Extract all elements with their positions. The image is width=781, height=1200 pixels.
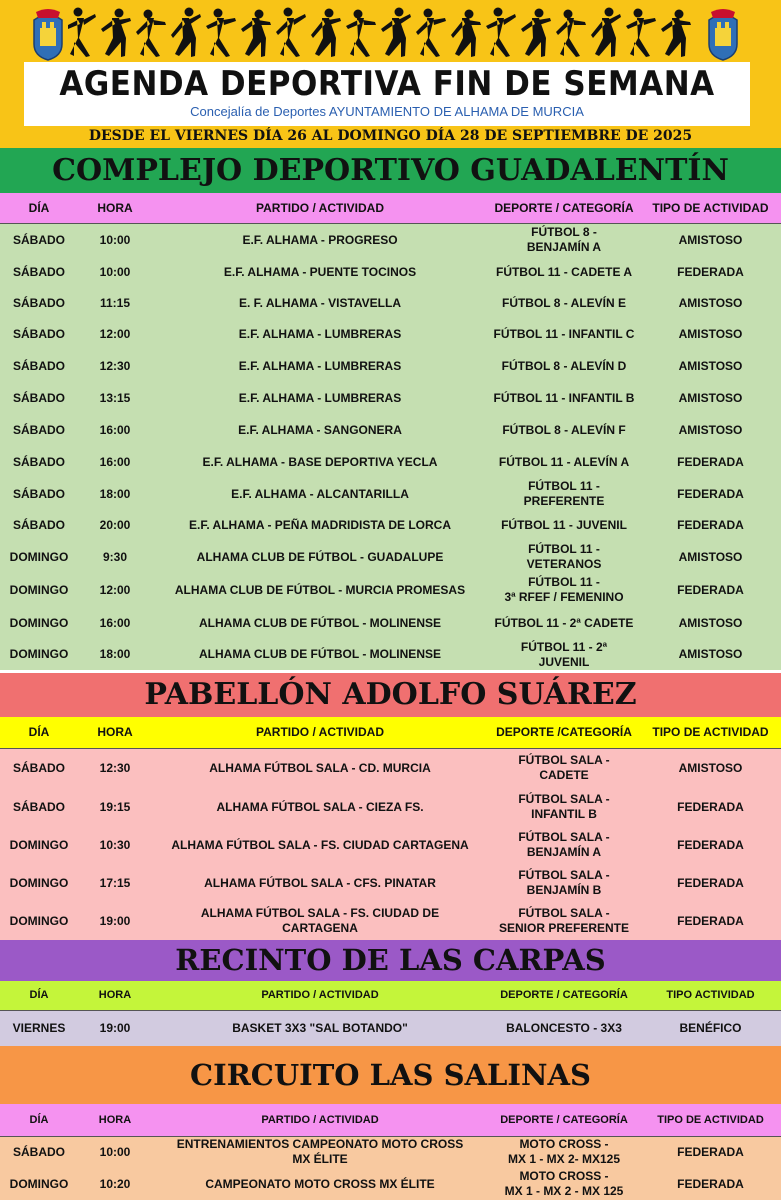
cell-deporte: FÚTBOL SALA - INFANTIL B — [518, 792, 610, 821]
table-row — [0, 1010, 781, 1046]
cell-dia: DOMINGO — [9, 549, 69, 564]
cell-hora: 12:00 — [99, 327, 131, 341]
cell-dia: SÁBADO — [12, 295, 65, 310]
cell-dia: DOMINGO — [9, 647, 69, 661]
cell-hora: 19:15 — [99, 799, 131, 814]
cell-hora: 16:00 — [99, 454, 131, 469]
cell-hora: 10:20 — [99, 1176, 131, 1191]
cell-partido: ALHAMA CLUB DE FÚTBOL - MURCIA PROMESAS — [174, 582, 466, 597]
page-title: AGENDA DEPORTIVA FIN DE SEMANA — [59, 64, 715, 104]
cell-partido: CAMPEONATO MOTO CROSS MX ÉLITE — [205, 1176, 435, 1191]
cell-deporte: FÚTBOL 11 - 2ª JUVENIL — [520, 639, 608, 669]
cell-dia: SÁBADO — [12, 232, 65, 247]
cell-partido: E.F. ALHAMA - PROGRESO — [242, 232, 398, 247]
page-subtitle: Concejalía de Deportes AYUNTAMIENTO DE ALHAMA DE MURCIA — [190, 104, 584, 119]
column-partido-header: PARTIDO / ACTIVIDAD — [261, 1113, 379, 1126]
table-row — [0, 902, 781, 940]
cell-partido: ALHAMA FÚTBOL SALA - FS. CIUDAD CARTAGENA — [171, 837, 469, 852]
column-dia-header: DÍA — [29, 1113, 49, 1126]
cell-deporte: FÚTBOL 11 - PREFERENTE — [523, 479, 605, 508]
column-tipo-header: TIPO DE ACTIVIDAD — [657, 1113, 764, 1126]
venue-title: COMPLEJO DEPORTIVO GUADALENTÍN — [0, 148, 781, 193]
cell-hora: 13:15 — [99, 390, 131, 405]
column-tipo-header: TIPO DE ACTIVIDAD — [652, 200, 769, 215]
cell-hora: 11:15 — [99, 295, 131, 310]
column-dia-header: DÍA — [29, 989, 49, 1001]
cell-deporte: MOTO CROSS - MX 1 - MX 2- MX125 — [507, 1137, 621, 1166]
cell-partido: E.F. ALHAMA - LUMBRERAS — [238, 327, 402, 341]
column-partido-header: PARTIDO / ACTIVIDAD — [256, 725, 384, 739]
cell-deporte: FÚTBOL 8 - BENJAMÍN A — [526, 225, 602, 254]
venue-title: RECINTO DE LAS CARPAS — [0, 940, 781, 981]
cell-dia: SÁBADO — [12, 799, 65, 814]
cell-partido: E.F. ALHAMA - SANGONERA — [238, 422, 402, 437]
table-row — [0, 1168, 781, 1200]
table-header — [0, 981, 781, 1010]
column-deporte-header: DEPORTE / CATEGORÍA — [494, 200, 634, 215]
table-row — [0, 748, 781, 788]
cell-dia: SÁBADO — [12, 264, 65, 279]
table-row — [0, 414, 781, 446]
cell-partido: ALHAMA CLUB DE FÚTBOL - MOLINENSE — [199, 647, 441, 661]
table-row — [0, 510, 781, 541]
column-deporte-header: DEPORTE /CATEGORÍA — [496, 725, 632, 739]
cell-tipo: AMISTOSO — [678, 390, 743, 405]
cell-tipo: FEDERADA — [677, 518, 744, 532]
cell-hora: 18:00 — [99, 647, 131, 661]
cell-hora: 19:00 — [99, 913, 131, 928]
table-row — [0, 639, 781, 670]
cell-dia: SÁBADO — [12, 518, 65, 532]
cell-dia: DOMINGO — [9, 837, 69, 852]
cell-dia: SÁBADO — [12, 327, 65, 341]
cell-partido: BASKET 3X3 "SAL BOTANDO" — [232, 1020, 408, 1035]
cell-hora: 12:30 — [99, 358, 131, 373]
column-deporte-header: DEPORTE / CATEGORÍA — [500, 1113, 628, 1126]
cell-tipo: FEDERADA — [677, 837, 744, 852]
cell-deporte: FÚTBOL 11 - VETERANOS — [526, 542, 602, 571]
cell-deporte: FÚTBOL 11 - INFANTIL C — [493, 327, 635, 341]
cell-hora: 9:30 — [102, 549, 128, 564]
date-range: DESDE EL VIERNES DÍA 26 AL DOMINGO DÍA 28 DE SEPTIEMBRE DE 2025 — [88, 128, 693, 144]
cell-deporte: FÚTBOL 8 - ALEVÍN D — [501, 358, 627, 373]
cell-partido: E.F. ALHAMA - PEÑA MADRIDISTA DE LORCA — [189, 518, 451, 532]
column-deporte-header: DEPORTE / CATEGORÍA — [500, 989, 628, 1001]
cell-partido: ALHAMA CLUB DE FÚTBOL - GUADALUPE — [196, 549, 444, 564]
cell-tipo: FEDERADA — [677, 264, 744, 279]
cell-tipo: AMISTOSO — [678, 327, 743, 341]
town-crest-icon — [705, 8, 741, 62]
cell-dia: DOMINGO — [9, 615, 69, 630]
cell-partido: E.F. ALHAMA - LUMBRERAS — [238, 390, 402, 405]
cell-dia: SÁBADO — [12, 486, 65, 501]
poster-header — [0, 0, 781, 148]
cell-hora: 10:00 — [99, 1144, 131, 1159]
cell-deporte: FÚTBOL SALA - SENIOR PREFERENTE — [498, 906, 630, 935]
cell-hora: 10:00 — [99, 232, 131, 247]
column-hora-header: HORA — [97, 200, 133, 215]
table-row — [0, 257, 781, 287]
column-hora-header: HORA — [98, 989, 132, 1001]
column-tipo-header: TIPO ACTIVIDAD — [666, 989, 755, 1001]
cell-partido: E.F. ALHAMA - BASE DEPORTIVA YECLA — [202, 454, 438, 469]
table-row — [0, 319, 781, 350]
cell-dia: DOMINGO — [9, 582, 69, 597]
cell-hora: 12:00 — [99, 582, 131, 597]
cell-deporte: FÚTBOL SALA - BENJAMÍN A — [518, 830, 610, 859]
cell-dia: DOMINGO — [9, 913, 69, 928]
cell-dia: SÁBADO — [12, 422, 65, 437]
cell-tipo: BENÉFICO — [679, 1020, 742, 1035]
cell-tipo: AMISTOSO — [678, 232, 743, 247]
title-box — [24, 62, 750, 126]
cell-deporte: MOTO CROSS - MX 1 - MX 2 - MX 125 — [504, 1169, 624, 1198]
column-dia-header: DÍA — [28, 200, 50, 215]
venue-title: CIRCUITO LAS SALINAS — [0, 1046, 781, 1104]
cell-dia: DOMINGO — [9, 875, 69, 890]
cell-partido: ALHAMA FÚTBOL SALA - FS. CIUDAD DE CARTAGENA — [200, 906, 440, 935]
cell-partido: E.F. ALHAMA - ALCANTARILLA — [231, 486, 409, 501]
table-row — [0, 223, 781, 257]
cell-deporte: FÚTBOL 11 - ALEVÍN A — [498, 454, 630, 469]
table-row — [0, 1136, 781, 1168]
cell-tipo: FEDERADA — [677, 486, 744, 501]
table-header — [0, 717, 781, 748]
cell-dia: SÁBADO — [12, 390, 65, 405]
column-dia-header: DÍA — [28, 725, 50, 739]
cell-deporte: FÚTBOL 8 - ALEVÍN E — [501, 295, 626, 310]
athlete-silhouettes-icon — [68, 4, 708, 62]
table-row — [0, 446, 781, 478]
cell-dia: DOMINGO — [9, 1176, 69, 1191]
table-row — [0, 478, 781, 510]
cell-deporte: FÚTBOL 11 - 3ª RFEF / FEMENINO — [504, 575, 624, 604]
cell-partido: ALHAMA FÚTBOL SALA - CFS. PINATAR — [204, 875, 436, 890]
table-row — [0, 573, 781, 607]
column-partido-header: PARTIDO / ACTIVIDAD — [256, 200, 384, 215]
table-header — [0, 1104, 781, 1136]
cell-tipo: AMISTOSO — [678, 295, 743, 310]
cell-deporte: FÚTBOL SALA - BENJAMÍN B — [518, 868, 610, 897]
table-row — [0, 382, 781, 414]
cell-dia: SÁBADO — [12, 358, 65, 373]
table-row — [0, 287, 781, 319]
cell-hora: 10:00 — [99, 264, 131, 279]
column-tipo-header: TIPO DE ACTIVIDAD — [652, 725, 769, 739]
cell-partido: ALHAMA FÚTBOL SALA - CIEZA FS. — [216, 799, 424, 814]
cell-hora: 12:30 — [99, 760, 131, 775]
cell-dia: VIERNES — [12, 1020, 66, 1035]
table-row — [0, 826, 781, 864]
cell-hora: 16:00 — [99, 422, 131, 437]
table-row — [0, 607, 781, 639]
venue-title: PABELLÓN ADOLFO SUÁREZ — [0, 673, 781, 717]
cell-dia: SÁBADO — [12, 454, 65, 469]
table-row — [0, 864, 781, 902]
table-header — [0, 193, 781, 223]
cell-tipo: AMISTOSO — [678, 647, 743, 661]
cell-hora: 19:00 — [99, 1020, 131, 1035]
cell-tipo: AMISTOSO — [678, 422, 743, 437]
cell-partido: ALHAMA CLUB DE FÚTBOL - MOLINENSE — [199, 615, 441, 630]
cell-partido: ALHAMA FÚTBOL SALA - CD. MURCIA — [209, 760, 431, 775]
cell-partido: E. F. ALHAMA - VISTAVELLA — [239, 295, 401, 310]
table-row — [0, 541, 781, 573]
cell-partido: ENTRENAMIENTOS CAMPEONATO MOTO CROSS MX ÉLITE — [176, 1137, 464, 1166]
table-row — [0, 350, 781, 382]
column-hora-header: HORA — [98, 1113, 132, 1126]
cell-deporte: BALONCESTO - 3X3 — [506, 1020, 622, 1035]
cell-deporte: FÚTBOL 8 - ALEVÍN F — [502, 422, 626, 437]
cell-tipo: AMISTOSO — [678, 358, 743, 373]
town-crest-icon — [30, 8, 66, 62]
cell-dia: SÁBADO — [12, 1144, 65, 1159]
cell-hora: 17:15 — [99, 875, 131, 890]
cell-tipo: FEDERADA — [677, 1176, 744, 1191]
cell-hora: 10:30 — [99, 837, 131, 852]
column-hora-header: HORA — [97, 725, 133, 739]
cell-dia: SÁBADO — [12, 760, 65, 775]
cell-deporte: FÚTBOL 11 - CADETE A — [495, 264, 632, 279]
cell-deporte: FÚTBOL 11 - 2ª CADETE — [494, 615, 634, 630]
cell-tipo: AMISTOSO — [678, 549, 743, 564]
cell-tipo: FEDERADA — [677, 913, 744, 928]
cell-deporte: FÚTBOL 11 - INFANTIL B — [493, 390, 635, 405]
column-partido-header: PARTIDO / ACTIVIDAD — [261, 989, 379, 1001]
cell-hora: 20:00 — [99, 518, 131, 532]
cell-partido: E.F. ALHAMA - PUENTE TOCINOS — [223, 264, 417, 279]
cell-tipo: AMISTOSO — [678, 615, 743, 630]
cell-deporte: FÚTBOL 11 - JUVENIL — [501, 518, 627, 532]
cell-deporte: FÚTBOL SALA - CADETE — [518, 753, 610, 782]
cell-tipo: FEDERADA — [677, 582, 744, 597]
table-row — [0, 788, 781, 826]
cell-partido: E.F. ALHAMA - LUMBRERAS — [238, 358, 402, 373]
cell-tipo: AMISTOSO — [678, 760, 743, 775]
cell-tipo: FEDERADA — [677, 875, 744, 890]
cell-hora: 18:00 — [99, 486, 131, 501]
cell-tipo: FEDERADA — [677, 799, 744, 814]
cell-tipo: FEDERADA — [677, 1144, 744, 1159]
cell-tipo: FEDERADA — [677, 454, 744, 469]
cell-hora: 16:00 — [99, 615, 131, 630]
